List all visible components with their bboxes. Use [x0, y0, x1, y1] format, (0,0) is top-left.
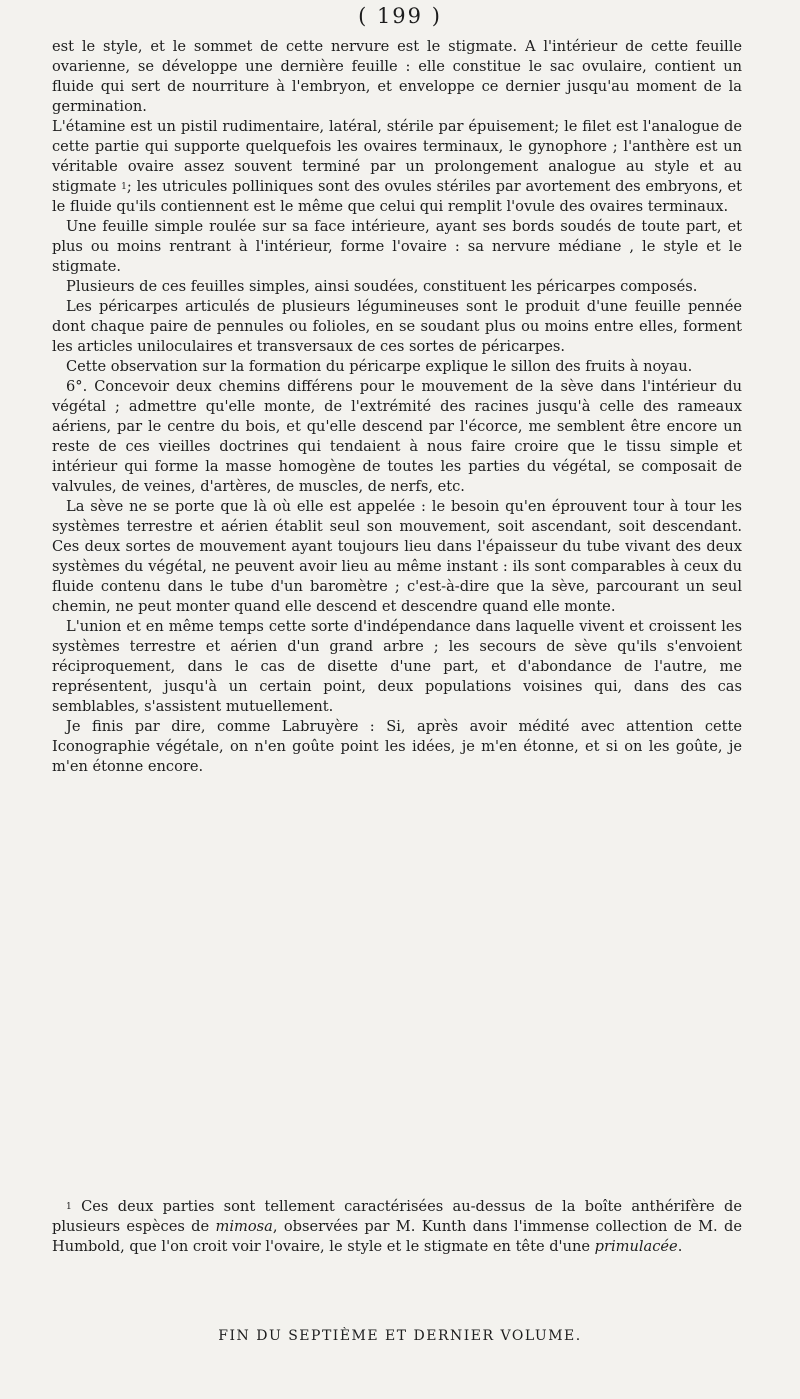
paragraph-2 — [52, 117, 742, 217]
paragraph-6: Cette observation sur la formation du péricarpe explique le sillon des fruits à noyau. — [66, 358, 693, 375]
paragraph-5: Les péricarpes articulés de plusieurs légumineuses sont le produit d'une feuille pennée dont chaque paire de pennules ou folioles, en se soudant plus ou moins entre elles, forment les articles uniloculaires et transversaux de ces sortes de péricarpes. — [52, 298, 742, 355]
paragraph-7: 6°. Concevoir deux chemins différens pour le mouvement de la sève dans l'intérieur du végétal ; admettre qu'elle monte, de l'extrémité des racines jusqu'à celle des rameaux aériens, par le centre du bois, et qu'elle descend par l'écorce, me semblent être encore un reste de ces vieilles doctrines qui tendaient à nous faire croire que le tissu simple et intérieur qui forme la masse homogène de toutes les parties du végétal, se composait de valvules, de veines, d'artères, de muscles, de nerfs, etc. — [52, 378, 742, 495]
footnote-text — [52, 1197, 742, 1257]
paragraph-8: La sève ne se porte que là où elle est appelée : le besoin qu'en éprouvent tour à tour les systèmes terrestre et aérien établit seul son mouvement, soit ascendant, soit descendant. Ces deux sortes de mouvement ayant toujours lieu dans l'épaisseur du tube vivant des deux systèmes du végétal, ne peuvent avoir lieu au même instant : ils sont comparables à ceux du fluide contenu dans le tube d'un baromètre ; c'est-à-dire que la sève, parcourant un seul chemin, ne peut monter quand elle descend et descendre quand elle monte. — [52, 498, 742, 615]
footnote-reference: 1 — [121, 182, 127, 192]
footnote-italic-a: mimosa — [215, 1218, 273, 1235]
footnote-italic-b: primulacée — [594, 1238, 678, 1255]
paragraph-3: Une feuille simple roulée sur sa face intérieure, ayant ses bords soudés de toute part, et plus ou moins rentrant à l'intérieur, forme l'ovaire : sa nervure médiane , le style et le stigmate. — [52, 218, 742, 275]
footnote — [52, 1197, 742, 1257]
paragraph-9: L'union et en même temps cette sorte d'indépendance dans laquelle vivent et croissent les systèmes terrestre et aérien d'un grand arbre ; les secours de sève qu'ils s'envoient réciproquement, dans le cas de disette d'une part, et d'abondance de l'autre, me représentent, jusqu'à un certain point, deux populations voisines qui, dans des cas semblables, s'assistent mutuellement. — [52, 618, 742, 715]
footnote-part-c: . — [677, 1238, 683, 1255]
paragraph-10: Je finis par dire, comme Labruyère : Si, après avoir médité avec attention cette Iconographie végétale, on n'en goûte point les idées, je m'en étonne, et si on les goûte, je m'en étonne encore. — [52, 718, 742, 775]
closing-line: FIN DU SEPTIÈME ET DERNIER VOLUME. — [218, 1328, 582, 1344]
paragraph-2-tail: ; les utricules polliniques sont des ovules stériles par avortement des embryons, et le fluide qu'ils contiennent est le même que celui qui remplit l'ovule des ovaires terminaux. — [52, 178, 742, 215]
footnote-part-a: Ces deux parties sont tellement caractérisées au-dessus de la boîte anthérifère de plusieurs espèces de — [52, 1198, 742, 1235]
paragraph-1: est le style, et le sommet de cette nervure est le stigmate. A l'intérieur de cette feuille ovarienne, se développe une dernière feuille : elle constitue le sac ovulaire, contient un fluide qui sert de nourriture à l'embryon, et enveloppe ce dernier jusqu'au moment de la germination. — [52, 38, 742, 115]
paragraph-2-text: L'étamine est un pistil rudimentaire, latéral, stérile par épuisement; le filet est l'analogue de cette partie qui supporte quelquefois les ovaires terminaux, le gynophore ; l'anthère est un véritable ovaire assez souvent terminé par un prolongement analogue au style et au stigmate — [52, 118, 742, 195]
main-text — [52, 37, 742, 777]
paragraph-4: Plusieurs de ces feuilles simples, ainsi soudées, constituent les péricarpes composés. — [66, 278, 698, 295]
footnote-mark: 1 — [66, 1202, 72, 1212]
page-number-header: ( 199 ) — [358, 4, 442, 28]
footnote-part-b: , observées par M. Kunth dans l'immense collection de M. de Humbold, que l'on croit voir l'ovaire, le style et le stigmate en tête d'une — [52, 1218, 742, 1255]
